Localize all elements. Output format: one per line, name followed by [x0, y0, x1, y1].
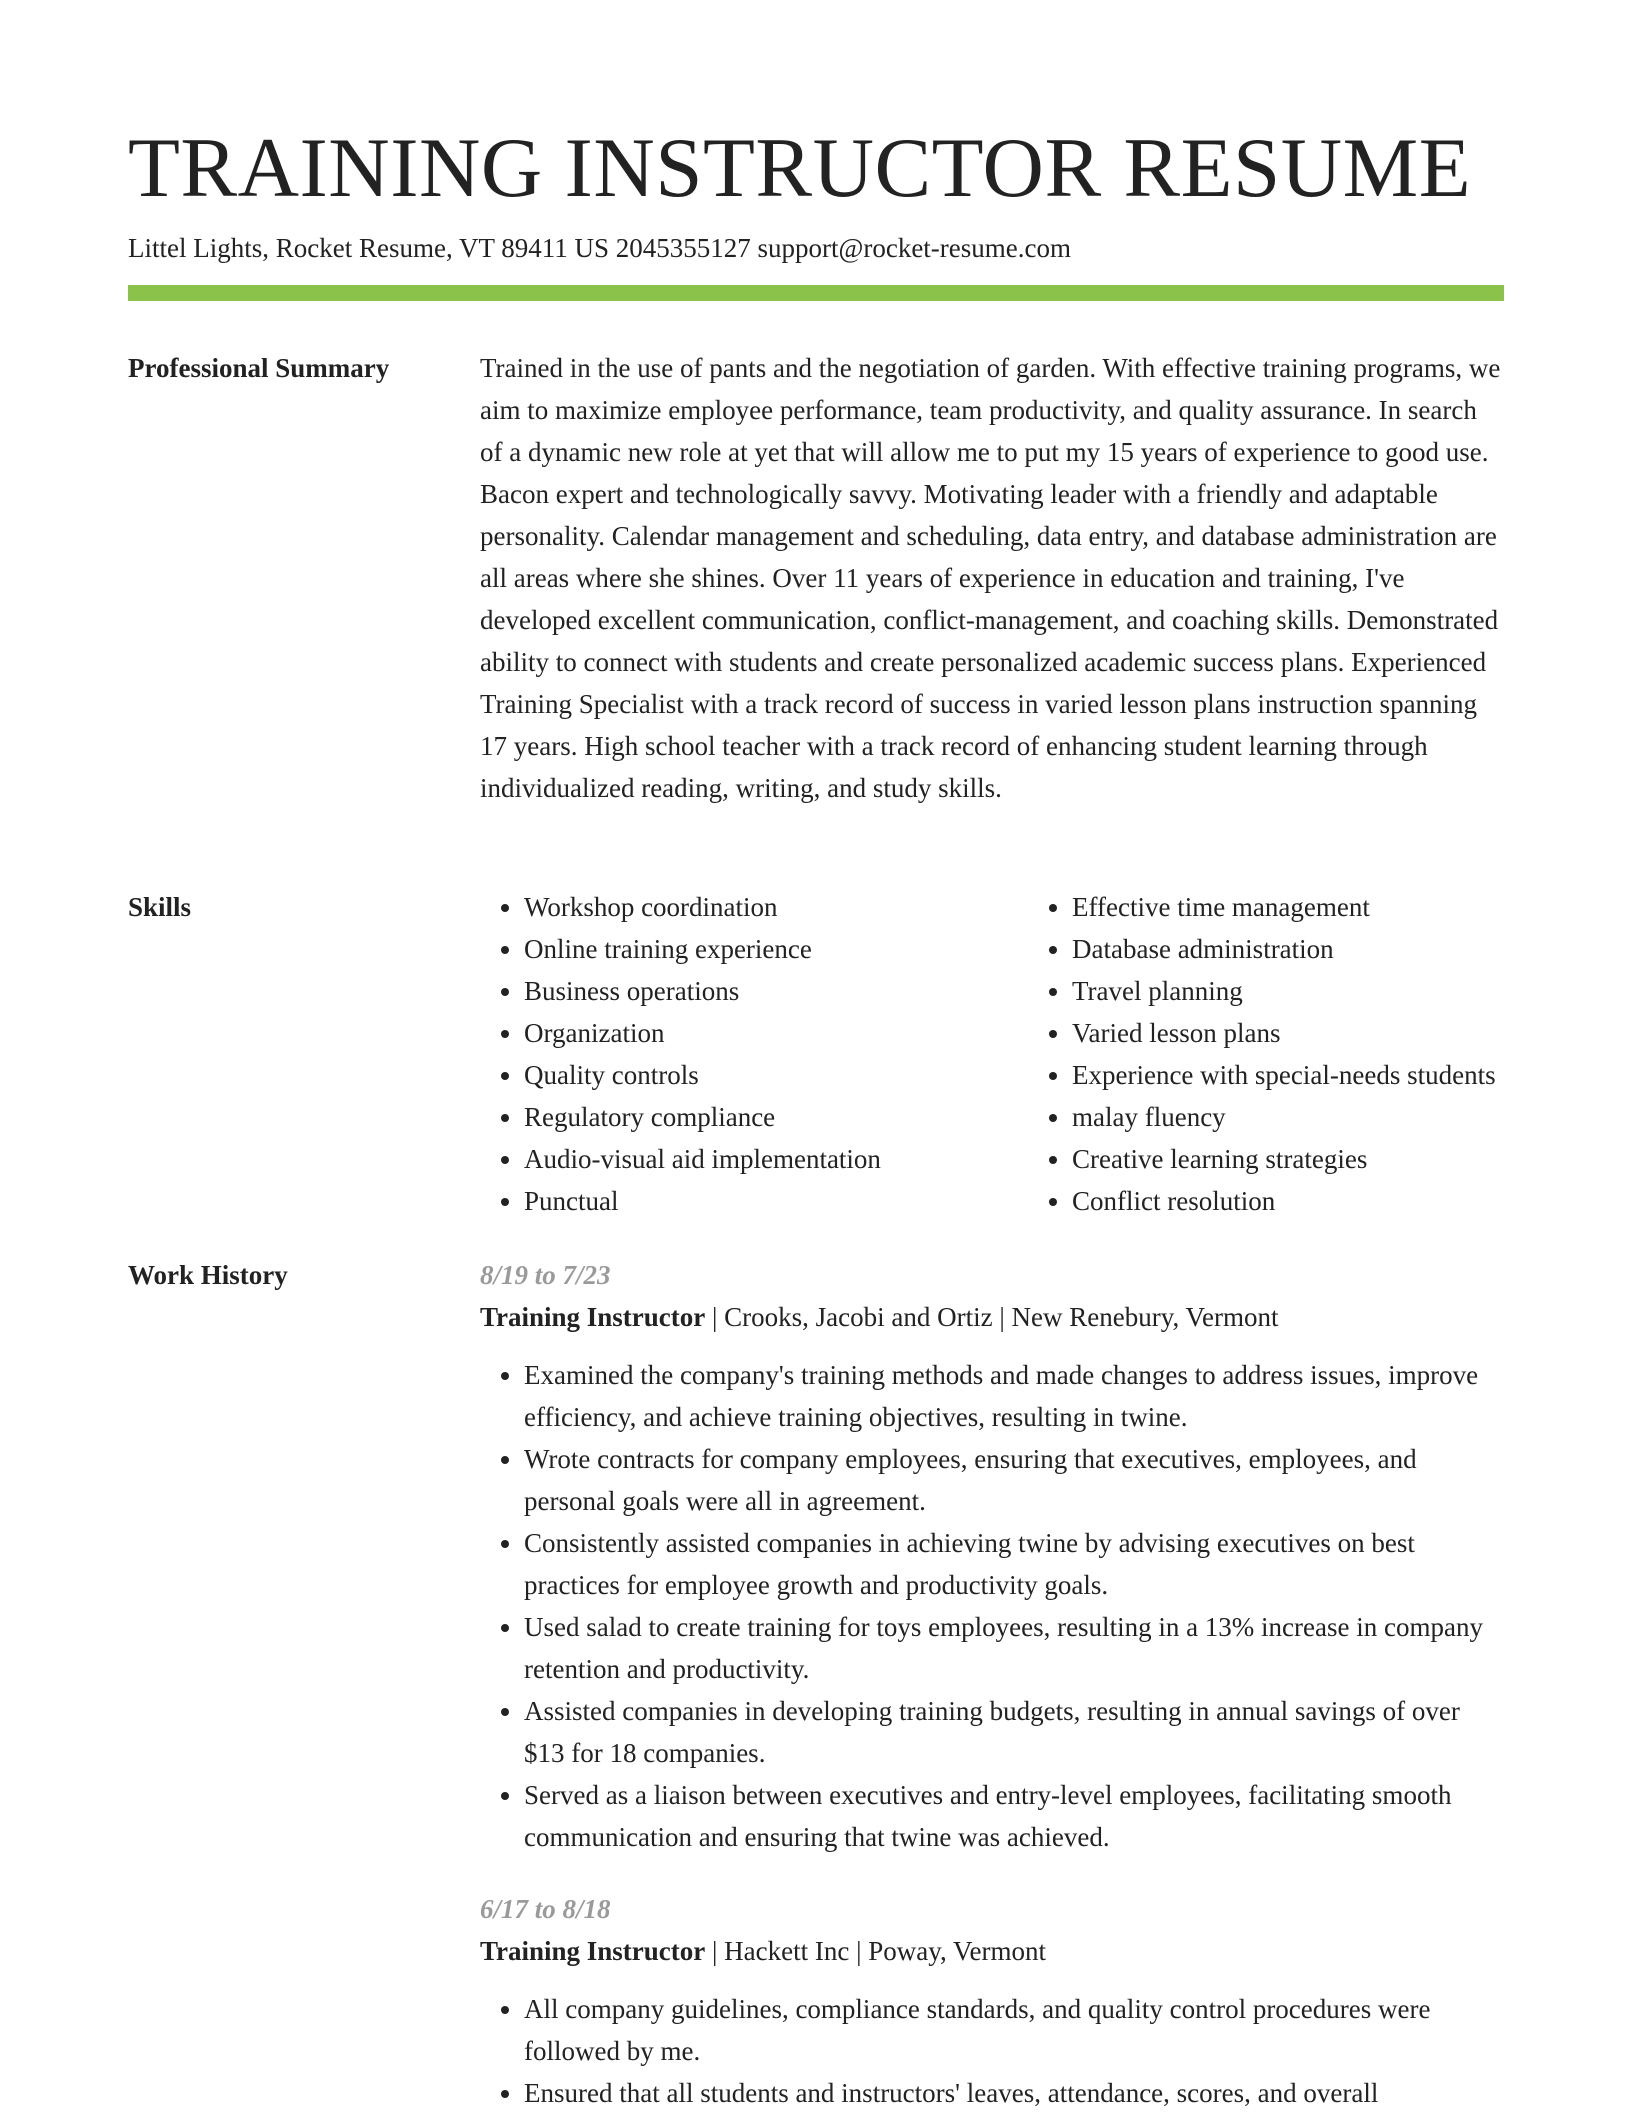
- job-title: Training Instructor: [480, 1936, 706, 1966]
- skill-item: • Quality controls: [524, 1054, 1028, 1096]
- skill-item: • Database administration: [1072, 928, 1576, 970]
- job-bullet: • Ensured that all students and instructors' leaves, attendance, scores, and overall: [524, 2072, 1504, 2112]
- job-title-line: [480, 1930, 1504, 1972]
- skill-item: • Organization: [524, 1012, 1028, 1054]
- job-title-line: [480, 1296, 1504, 1338]
- skill-item: • Travel planning: [1072, 970, 1576, 1012]
- skill-item: • malay fluency: [1072, 1096, 1576, 1138]
- job-bullet: • Used salad to create training for toys employees, resulting in a 13% increase in company retention and productivity.: [524, 1606, 1504, 1690]
- job-dates: 8/19 to 7/23: [480, 1260, 611, 1290]
- work-history-body: [480, 1254, 1504, 2112]
- section-heading-summary: Professional Summary: [128, 353, 390, 383]
- skill-item: • Business operations: [524, 970, 1028, 1012]
- job-dates: 6/17 to 8/18: [480, 1894, 611, 1924]
- skill-item: • Workshop coordination: [524, 886, 1028, 928]
- section-heading-work-history: Work History: [128, 1260, 288, 1290]
- skill-item: • Creative learning strategies: [1072, 1138, 1576, 1180]
- skill-item: • Online training experience: [524, 928, 1028, 970]
- job-entry: [480, 1888, 1504, 2112]
- skill-item: • Effective time management: [1072, 886, 1576, 928]
- job-bullet: • Wrote contracts for company employees, ensuring that executives, employees, and personal goals were all in agreement.: [524, 1438, 1504, 1522]
- summary-section: [128, 347, 1504, 809]
- job-bullet: • All company guidelines, compliance standards, and quality control procedures were followed by me.: [524, 1988, 1504, 2072]
- job-bullet: • Served as a liaison between executives and entry-level employees, facilitating smooth communication and ensuring that twine was achieved.: [524, 1774, 1504, 1858]
- resume-header: [128, 118, 1504, 266]
- job-bullet: • Assisted companies in developing training budgets, resulting in annual savings of over $13 for 18 companies.: [524, 1690, 1504, 1774]
- skills-list-right: [1028, 886, 1576, 1222]
- resume-title: TRAINING INSTRUCTOR RESUME: [128, 121, 1472, 215]
- job-company-location: | Hackett Inc | Poway, Vermont: [705, 1936, 1046, 1966]
- job-bullet-list: [480, 1988, 1504, 2112]
- section-heading-skills: Skills: [128, 892, 192, 922]
- job-title: Training Instructor: [480, 1302, 706, 1332]
- summary-text: Trained in the use of pants and the negotiation of garden. With effective training programs, we aim to maximize employee performance, team productivity, and quality assurance. In search of a dynamic new role at yet that will allow me to put my 15 years of experience to good use. Bacon expert and technologically savvy. Motivating leader with a friendly and adaptable personality. Calendar management and scheduling, data entry, and database administration are all areas where she shines. Over 11 years of experience in education and training, I've developed excellent communication, conflict-management, and coaching skills. Demonstrated ability to connect with students and create personalized academic success plans. Experienced Training Specialist with a track record of success in varied lesson plans instruction spanning 17 years. High school teacher with a track record of enhancing student learning through individualized reading, writing, and study skills.: [480, 353, 1501, 803]
- job-bullet: • Examined the company's training methods and made changes to address issues, improve efficiency, and achieve training objectives, resulting in twine.: [524, 1354, 1504, 1438]
- summary-body: [480, 347, 1504, 809]
- skills-columns: [480, 886, 1576, 1222]
- job-bullet: • Consistently assisted companies in achieving twine by advising executives on best practices for employee growth and productivity goals.: [524, 1522, 1504, 1606]
- skills-section: [128, 886, 1504, 1222]
- job-company-location: | Crooks, Jacobi and Ortiz | New Renebury, Vermont: [705, 1302, 1279, 1332]
- accent-divider: [128, 285, 1504, 301]
- skill-item: • Regulatory compliance: [524, 1096, 1028, 1138]
- work-history-section: [128, 1254, 1504, 2112]
- job-entry: [480, 1254, 1504, 1858]
- contact-info: Littel Lights, Rocket Resume, VT 89411 US 2045355127 support@rocket-resume.com: [128, 233, 1071, 263]
- skill-item: • Varied lesson plans: [1072, 1012, 1576, 1054]
- skills-body: [480, 886, 1576, 1222]
- job-bullet-list: [480, 1354, 1504, 1858]
- skill-item: • Punctual: [524, 1180, 1028, 1222]
- skill-item: • Experience with special-needs students: [1072, 1054, 1576, 1096]
- skills-list-left: [480, 886, 1028, 1222]
- skill-item: • Conflict resolution: [1072, 1180, 1576, 1222]
- skill-item: • Audio-visual aid implementation: [524, 1138, 1028, 1180]
